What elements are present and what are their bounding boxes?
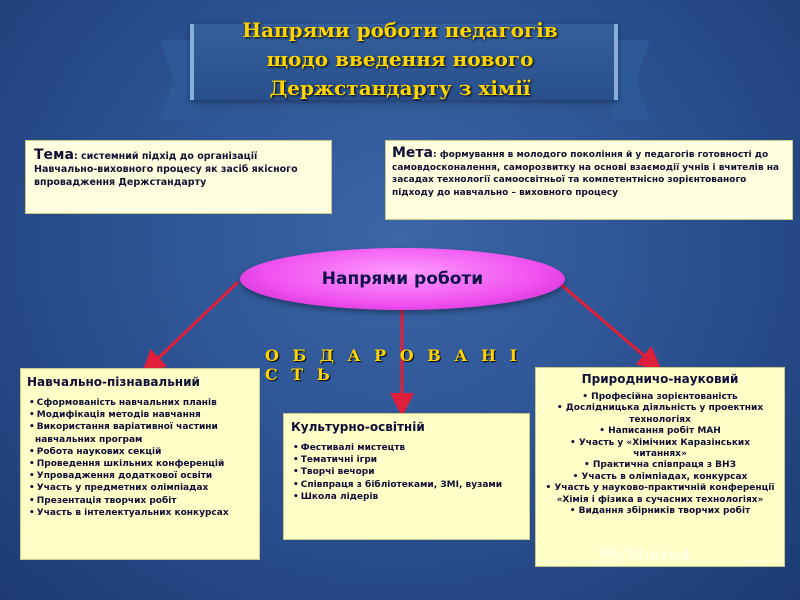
list-item: • Модифікація методів навчання bbox=[27, 409, 253, 421]
list-item: • Упровадження додаткової освіти bbox=[27, 470, 253, 482]
title-line-1: Напрями роботи педагогів bbox=[242, 18, 558, 42]
title-line-3: Держстандарту з хімії bbox=[269, 76, 531, 100]
goal-label: Мета bbox=[392, 145, 433, 161]
educational-heading: Навчально-пізнавальний bbox=[27, 375, 200, 389]
list-item: • Використання варіативної частини навчальних програм bbox=[27, 421, 253, 445]
list-item: • Співпраця з бібліотеками, ЗМІ, вузами bbox=[291, 479, 522, 491]
center-ellipse bbox=[240, 248, 565, 310]
arrow-left bbox=[148, 282, 238, 368]
topic-label: Тема bbox=[34, 147, 74, 163]
list-item: • Професійна зорієнтованість bbox=[542, 392, 778, 403]
list-item: • Школа лідерів bbox=[291, 491, 522, 503]
science-heading: Природничо-науковий bbox=[581, 372, 739, 386]
list-item: • Робота наукових секцій bbox=[27, 446, 253, 458]
list-item: • Участь у «Хімічних Каразінських читаннях» bbox=[542, 438, 778, 461]
cultural-list bbox=[291, 442, 522, 503]
watermark: MyShared bbox=[600, 545, 691, 564]
cultural-heading: Культурно-освітній bbox=[291, 420, 425, 434]
topic-text: : системний підхід до організації Навчально-виховного процесу як засіб якісного впровадження Держстандарту bbox=[34, 151, 298, 188]
list-item: • Сформованість навчальних планів bbox=[27, 397, 253, 409]
list-item: • Практична співпраця з ВНЗ bbox=[542, 460, 778, 471]
arrow-right bbox=[558, 282, 655, 365]
science-list bbox=[542, 392, 778, 517]
box-cultural bbox=[283, 413, 530, 540]
list-item: • Тематичні ігри bbox=[291, 454, 522, 466]
title-line-2: щодо введення нового bbox=[266, 47, 534, 71]
list-item: • Участь у науково-практичній конференції «Хімія і фізика в сучасних технологіях» bbox=[542, 483, 778, 506]
list-item: • Проведення шкільних конференцій bbox=[27, 458, 253, 470]
box-science bbox=[535, 367, 785, 567]
goal-text: : формування в молодого покоління й у педагогів готовності до самовдосконалення, саморозвитку на основі взаємодії учнів і вчителів на засадах технології самоосвітньої та компетентнісно зорієнтованого підходу до навчально – виховного процесу bbox=[392, 150, 779, 198]
list-item: • Написання робіт МАН bbox=[542, 426, 778, 437]
list-item: • Видання збірників творчих робіт bbox=[542, 506, 778, 517]
box-educational bbox=[20, 368, 260, 560]
list-item: • Презентація творчих робіт bbox=[27, 495, 253, 507]
giftedness-label: О Б Д А Р О В А Н І С Т Ь bbox=[265, 346, 522, 384]
list-item: • Участь в інтелектуальних конкурсах bbox=[27, 507, 253, 519]
center-label: Напрями роботи bbox=[321, 269, 484, 289]
list-item: • Творчі вечори bbox=[291, 466, 522, 478]
educational-list bbox=[27, 397, 253, 519]
list-item: • Участь в олімпіадах, конкурсах bbox=[542, 472, 778, 483]
list-item: • Фестивалі мистецтв bbox=[291, 442, 522, 454]
list-item: • Участь у предметних олімпіадах bbox=[27, 482, 253, 494]
list-item: • Дослідницька діяльність у проектних технологіях bbox=[542, 403, 778, 426]
